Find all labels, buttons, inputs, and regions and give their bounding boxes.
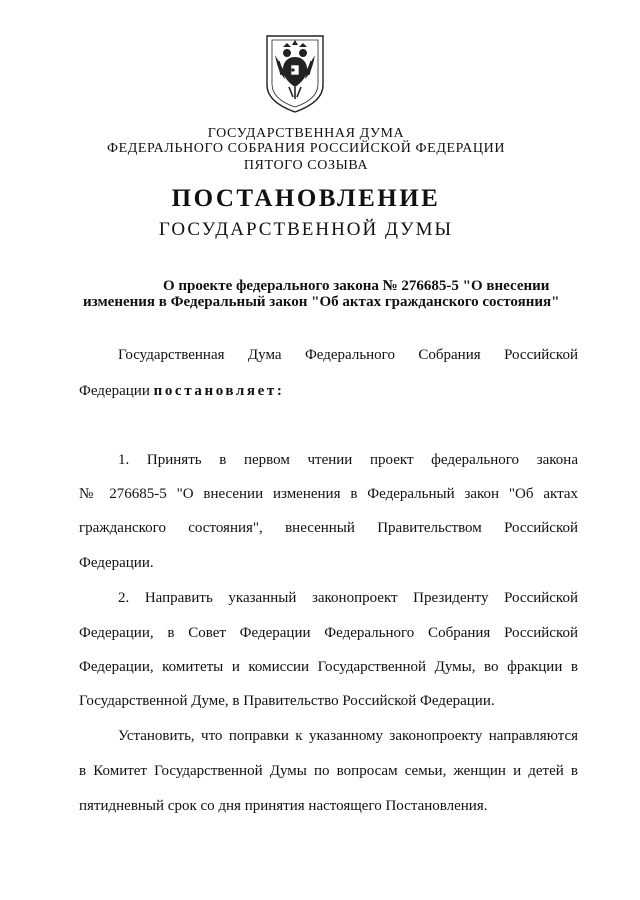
document-title: ПОСТАНОВЛЕНИЕ: [171, 185, 441, 212]
org-line-3: ПЯТОГО СОЗЫВА: [243, 158, 369, 173]
reference-line-1: О проекте федерального закона № 276685-5 "О внесении: [163, 278, 550, 294]
item-1-line-3: гражданского состояния", внесенный Правительством Российской: [79, 520, 578, 536]
reference-line-2: изменения в Федеральный закон "Об актах гражданского состояния": [83, 294, 560, 310]
item-2-line-1: 2. Направить указанный законопроект Президенту Российской: [118, 590, 578, 606]
document-subtitle: ГОСУДАРСТВЕННОЙ ДУМЫ: [158, 219, 454, 240]
org-line-1: ГОСУДАРСТВЕННАЯ ДУМА: [207, 126, 405, 141]
paragraph-3-line-3: пятидневный срок со дня принятия настоящего Постановления.: [79, 798, 488, 814]
org-line-2: ФЕДЕРАЛЬНОГО СОБРАНИЯ РОССИЙСКОЙ ФЕДЕРАЦИИ: [106, 141, 506, 156]
item-1-line-2: № 276685-5 "О внесении изменения в Федеральный закон "Об актах: [79, 486, 578, 502]
paragraph-3-line-1: Установить, что поправки к указанному законопроекту направляются: [118, 728, 578, 744]
paragraph-3-line-2: в Комитет Государственной Думы по вопросам семьи, женщин и детей в: [79, 763, 578, 779]
item-2-line-2: Федерации, в Совет Федерации Федерального Собрания Российской: [79, 625, 578, 641]
item-2-line-4: Государственной Думе, в Правительство Российской Федерации.: [79, 693, 495, 709]
item-2-line-3: Федерации, комитеты и комиссии Государственной Думы, во фракции в: [79, 659, 578, 675]
preamble-text: Федерации: [79, 383, 154, 399]
state-emblem-icon: [263, 33, 327, 115]
resolves-word: постановляет:: [153, 383, 285, 399]
item-1-line-1: 1. Принять в первом чтении проект федерального закона: [118, 452, 578, 468]
preamble-line-1: Государственная Дума Федерального Собрания Российской: [118, 347, 578, 363]
item-1-line-4: Федерации.: [79, 555, 154, 571]
preamble-line-2: [79, 382, 578, 400]
